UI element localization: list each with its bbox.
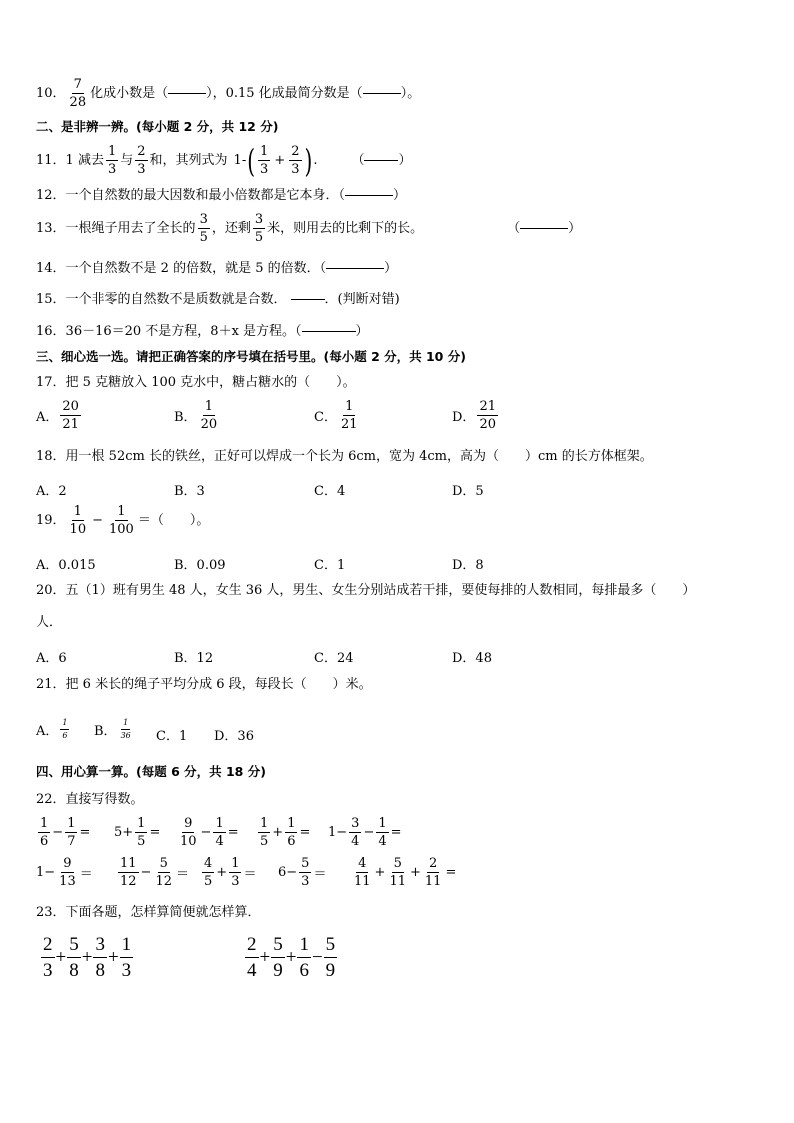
option-a[interactable]: A．0.015 [36,558,96,573]
question-text: 与 [120,153,134,168]
fraction: $\frac{2}{11}$ [424,856,442,889]
option-d[interactable]: D．5 [452,484,484,499]
option-b[interactable]: B．3 [174,484,205,499]
question-text: 1 减去 [65,153,104,168]
question-16 [36,325,369,338]
fraction: 1 6 [40,816,49,849]
expression-4 [256,817,310,848]
option-d[interactable] [452,400,500,431]
fraction: 2 4 [247,934,257,981]
answer-blank[interactable] [364,160,398,161]
equals: = [79,825,91,840]
fraction: 11 12 [120,856,137,889]
fraction: $\frac{5}{9}$ [273,934,283,981]
question-text: . [313,153,318,168]
option-c[interactable]: C．4 [314,484,346,499]
equals: ＝ [79,867,93,882]
operator: + [81,946,93,968]
section-3-heading: 三、细心选一选。请把正确答案的序号填在括号里。(每小题 2 分，共 10 分) [36,349,466,364]
fraction: 1 3 [260,144,269,177]
equals: = [299,825,311,840]
operator: + [259,946,271,968]
option-c[interactable]: C．24 [314,651,354,666]
question-text: （ [351,153,365,168]
fraction: 1 36 [120,718,131,740]
fraction: $\frac{5}{9}$ [325,934,336,981]
question-13 [36,213,581,244]
expression-23a [40,935,134,980]
question-text: 一根绳子用去了全长的 [65,221,196,236]
fraction: 4 11 [354,856,371,889]
fraction: $\frac{1}{4}$ [215,816,224,849]
option-a[interactable]: A．6 [36,651,67,666]
question-text: 21．把 6 米长的绳子平均分成 6 段，每段长（ ）米。 [36,677,372,692]
option-label: D． [452,410,476,425]
fraction: $\frac{1}{100}$ [109,504,134,537]
option-b[interactable] [174,400,221,431]
question-21 [36,678,372,691]
section-2-heading: 二、是非辨一辨。(每小题 2 分，共 12 分) [36,119,279,134]
operator: − [200,825,212,840]
question-text: ） [355,324,369,339]
option-d[interactable]: D．8 [452,558,484,573]
expression-9 [278,857,326,888]
equals: ＝ [243,867,257,882]
fraction: 1 21 [340,399,358,432]
option-c[interactable]: C．1 [314,558,346,573]
fraction: 4 5 [204,856,213,889]
question-23: 23．下面各题，怎样算简便就怎样算． [36,905,261,920]
option-label: A． [36,724,59,739]
fraction: $\frac{3}{8}$ [95,934,105,981]
question-12 [36,189,406,202]
question-14 [36,262,397,275]
fraction: $\frac{1}{6}$ [299,934,309,981]
question-number: 11． [36,153,66,168]
equals: = [227,825,239,840]
operand: 6− [278,865,298,880]
question-text: 16．36－16＝20 不是方程，8＋x 是方程。（ [36,324,302,339]
expression: 1- [233,153,247,168]
option-label: B． [174,410,197,425]
question-text: ．(判断对错) [324,292,400,307]
question-text: 17．把 5 克糖放入 100 克水中，糖占糖水的（ ）。 [36,375,356,390]
operator: + [374,865,386,880]
option-c[interactable]: C．1 [156,729,188,744]
expression-5 [328,817,402,848]
operator: + [55,946,67,968]
expression-3 [176,817,239,848]
fraction: 1 20 [200,399,218,432]
option-b[interactable]: B．0.09 [174,558,226,573]
option-a[interactable] [36,719,71,740]
question-text: 化成小数是（ [90,86,169,101]
fraction: 1 3 [107,144,117,177]
fraction: $\frac{5}{11}$ [389,856,406,889]
question-text: ＝（ ）。 [137,513,210,528]
fraction: 21 20 [479,399,496,432]
question-22: 22．直接写得数。 [36,792,144,807]
question-text: ）。 [400,86,421,101]
operator: + [107,946,119,968]
operator: − [52,825,64,840]
operator: − [92,513,103,528]
expression-1 [36,817,90,848]
section-4-heading: 四、用心算一算。(每题 6 分，共 18 分) [36,764,266,779]
question-text: 和，其列式为 [149,153,228,168]
fraction: 1 5 [260,816,269,849]
expression-10 [350,857,456,888]
option-c[interactable] [314,400,362,431]
fraction: $\frac{2}{3}$ [291,144,300,177]
fraction: 2 3 [43,934,53,981]
answer-blank[interactable] [363,93,401,94]
question-text: 米，则用去的比剩下的长。 [267,221,424,236]
option-b[interactable]: B．12 [174,651,214,666]
fraction: $\frac{5}{8}$ [69,934,79,981]
question-text: ） [384,261,398,276]
answer-blank[interactable] [345,195,393,196]
expression-8 [200,857,256,888]
operator: + [272,825,284,840]
answer-blank[interactable] [291,299,325,300]
question-20-cont: 人． [36,615,63,630]
question-number: 13． [36,221,66,236]
fraction: $\frac{5}{12}$ [155,856,172,889]
operator: + [410,865,421,880]
answer-blank[interactable] [326,268,384,269]
answer-blank[interactable] [520,228,568,229]
operator: − [311,946,323,968]
option-label: B． [94,724,117,739]
fraction: 1 6 [62,718,68,740]
option-a[interactable] [36,400,83,431]
operator: + [274,153,286,168]
question-text: ，还剩 [211,221,251,236]
equals: ＝ [176,867,190,882]
equals: = [445,865,457,880]
fraction: 3 5 [254,212,264,245]
question-10 [36,78,420,109]
option-d[interactable]: D．36 [214,729,254,744]
fraction: 7 28 [69,77,87,110]
fraction: $\frac{1}{3}$ [231,856,240,889]
question-15 [36,293,400,306]
question-20 [36,584,695,597]
fraction: $\frac{1}{3}$ [121,934,132,981]
fraction: $\frac{1}{6}$ [287,816,296,849]
answer-blank[interactable] [168,93,206,94]
fraction: 2 3 [137,144,146,177]
equals: = [390,825,402,840]
question-text: ） [568,221,582,236]
operator: − [140,865,152,880]
fraction: 3 5 [199,212,208,245]
operand: 1− [328,825,348,840]
equals: = [149,825,161,840]
question-text: （ [507,221,521,236]
question-text: 12．一个自然数的最大因数和最小倍数都是它本身．（ [36,188,346,203]
question-text: ） [393,188,407,203]
question-text: 18．用一根 52cm 长的铁丝，正好可以焊成一个长为 6cm，宽为 4cm，高为（ ）cm 的长方体框架。 [36,449,653,464]
option-label: C． [314,410,337,425]
option-a[interactable]: A．2 [36,484,67,499]
question-text: 15．一个非零的自然数不是质数就是合数． [36,292,287,307]
question-17 [36,376,356,389]
question-number: 19． [36,513,66,528]
option-label: A． [36,410,59,425]
equals: ＝ [313,867,327,882]
operand: 1− [36,865,56,880]
question-text: 14．一个自然数不是 2 的倍数，就是 5 的倍数．（ [36,261,327,276]
paren-open: ( [247,141,256,180]
fraction: 9 10 [180,816,197,849]
expression-23b [244,935,338,980]
fraction: $\frac{1}{7}$ [67,816,76,849]
paren-close: ) [304,141,313,180]
question-18 [36,450,653,463]
question-text: ） [398,153,412,168]
expression-6 [36,857,93,888]
fraction: 1 10 [69,504,87,537]
answer-blank[interactable] [302,331,356,332]
option-d[interactable]: D．48 [452,651,492,666]
fraction: $\frac{1}{5}$ [137,816,146,849]
fraction: 20 21 [62,399,79,432]
question-19 [36,505,209,536]
question-text: ），0.15 化成最简分数是（ [206,86,363,101]
question-text: 20．五（1）班有男生 48 人，女生 36 人，男生、女生分别站成若干排，要使每排的人数相同，每排最多（ ） [36,583,696,598]
fraction: $\frac{9}{13}$ [59,856,76,889]
fraction: $\frac{1}{4}$ [378,816,387,849]
expression-7 [116,857,189,888]
operator: + [285,946,297,968]
operand: 5+ [114,825,134,840]
question-11 [36,141,412,180]
option-b[interactable] [94,719,135,740]
fraction: $\frac{3}{4}$ [351,816,360,849]
question-number: 10． [36,86,66,101]
expression-2 [114,817,160,848]
fraction: $\frac{5}{3}$ [301,856,310,889]
operator: − [363,825,375,840]
operator: + [216,865,228,880]
